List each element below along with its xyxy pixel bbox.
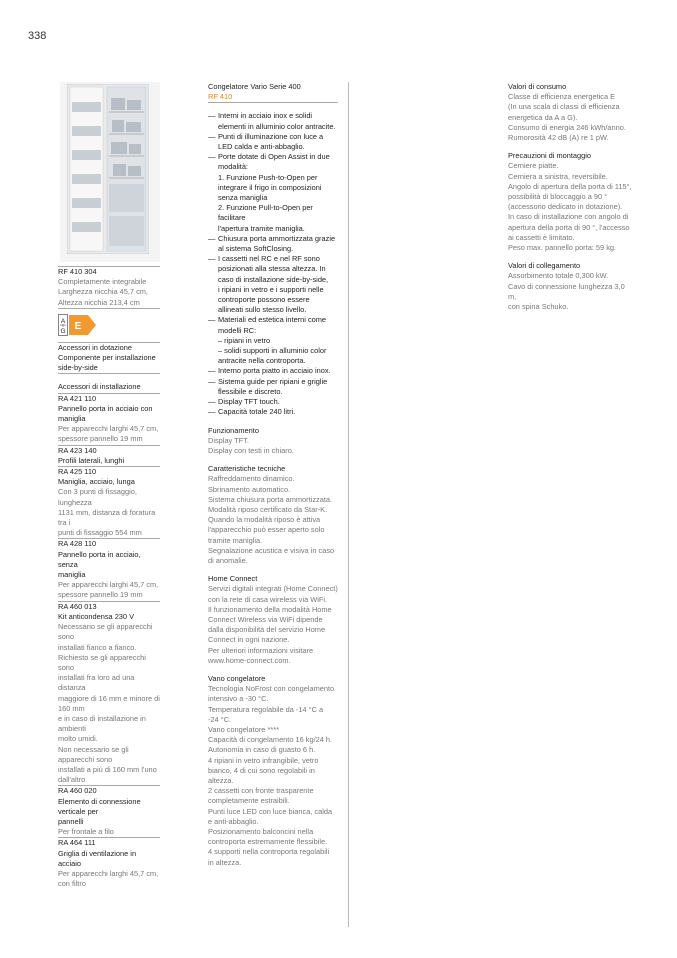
accessory-desc: Necessario se gli apparecchi sono bbox=[58, 622, 153, 642]
section-line: (In una scala di classi di efficienza bbox=[508, 102, 620, 112]
spacer bbox=[208, 666, 338, 674]
feature-line: — Materiali ed estetica interni come bbox=[218, 315, 327, 325]
feature-item bbox=[208, 254, 338, 315]
section-line: bianco, 4 di cui sono regolabili in bbox=[208, 765, 315, 775]
accessory-desc: molto umidi. bbox=[58, 734, 98, 744]
accessory-desc: installati fianco a fianco. bbox=[58, 642, 137, 652]
section-line: Connect Wireless via WiFi dipende bbox=[208, 614, 323, 624]
accessory-desc: e in caso di installazione in ambienti bbox=[58, 713, 146, 734]
section-line: ai cassetti è limitato. bbox=[508, 232, 575, 242]
feature-line: — Interni in acciaio inox e solidi bbox=[218, 111, 313, 121]
feature-line: modelli RC: bbox=[218, 325, 257, 335]
section-line: Raffreddamento dinamico. bbox=[208, 474, 295, 484]
text-line: Componente per installazione bbox=[58, 353, 156, 363]
section-line: -24 °C. bbox=[208, 714, 232, 724]
feature-line: modalità: bbox=[218, 162, 248, 172]
accessory-name: Profili laterali, lunghi bbox=[58, 455, 125, 465]
accessory-desc: installati fra loro ad una distanza bbox=[58, 673, 135, 693]
accessory-name: maniglia bbox=[58, 570, 86, 580]
spec-sections bbox=[208, 418, 338, 868]
section-line: Sbrinamento automatico. bbox=[208, 484, 291, 494]
section-title: Accessori di installazione bbox=[58, 382, 141, 392]
feature-line: posizionati alla stessa altezza. In bbox=[218, 264, 326, 274]
energy-class: E bbox=[74, 320, 82, 332]
feature-line: senza maniglia bbox=[218, 193, 268, 203]
accessory-desc: Con 3 punti di fissaggio, lunghezza bbox=[58, 487, 137, 507]
feature-item bbox=[208, 152, 338, 234]
feature-line: 1. Funzione Push-to-Open per bbox=[218, 172, 318, 182]
accessory-desc: Per apparecchi larghi 45,7 cm, bbox=[58, 868, 159, 878]
accessory-name: Pannello porta in acciaio con maniglia bbox=[58, 403, 153, 424]
feature-item bbox=[208, 132, 338, 152]
feature-line: elementi in alluminio color antracite. bbox=[218, 121, 336, 131]
section-line: Connect in ogni nazione. bbox=[208, 635, 290, 645]
section-line: Sistema chiusura porta ammortizzata. bbox=[208, 494, 333, 504]
feature-line: allineati sullo stesso livello. bbox=[218, 305, 307, 315]
spec-sections bbox=[508, 82, 632, 312]
feature-line: — Sistema guide per ripiani e griglie bbox=[218, 376, 328, 386]
feature-item bbox=[208, 315, 338, 366]
feature-line: — Interno porta piatto in acciaio inox. bbox=[218, 366, 331, 376]
section-line: Display con testi in chiaro. bbox=[208, 445, 294, 455]
page-number: 338 bbox=[28, 30, 47, 42]
feature-line: al sistema SoftClosing. bbox=[218, 244, 294, 254]
accessory-desc: spessore pannello 19 mm bbox=[58, 434, 143, 444]
accessory-name: Kit anticondensa 230 V bbox=[58, 611, 135, 621]
energy-scale-top: A bbox=[60, 317, 66, 325]
accessory-name: pannelli bbox=[58, 816, 84, 826]
feature-line: l'apertura tramite maniglia. bbox=[218, 223, 305, 233]
section-line: con la rete di casa wireless via WiFi. bbox=[208, 594, 328, 604]
section-line: Autonomia in caso di guasto 6 h. bbox=[208, 745, 316, 755]
section-title: Vano congelatore bbox=[208, 673, 266, 683]
feature-line: — Porte dotate di Open Assist in due bbox=[218, 152, 330, 162]
feature-line: — Display TFT touch. bbox=[218, 397, 280, 407]
section-line: (accessorio dedicato in dotazione). bbox=[508, 202, 623, 212]
feature-line: — Punti di illuminazione con luce a bbox=[218, 131, 324, 141]
accessory-desc: spessore pannello 19 mm bbox=[58, 590, 143, 600]
section-line: apertura della porta di 90 °, l'accesso bbox=[508, 222, 630, 232]
section-line: Segnalazione acustica e visiva in caso bbox=[208, 545, 335, 555]
divider bbox=[58, 308, 160, 309]
column-middle bbox=[208, 82, 338, 868]
accessory-name: Pannello porta in acciaio, senza bbox=[58, 549, 141, 569]
section-line: Tecnologia NoFrost con congelamento bbox=[208, 684, 335, 694]
feature-item bbox=[208, 111, 338, 131]
section-line: Punti luce LED con luce bianca, calda bbox=[208, 806, 333, 816]
accessory-code: RA 460 013 bbox=[58, 601, 97, 611]
energy-class-arrow bbox=[69, 315, 96, 335]
section-line: Peso max. pannello porta: 59 kg. bbox=[508, 243, 617, 253]
spacer bbox=[208, 418, 338, 426]
text-line: side-by-side bbox=[58, 363, 98, 373]
feature-item bbox=[208, 234, 338, 254]
accessory-desc: maggiore di 16 mm e minore di 160 mm bbox=[58, 693, 160, 713]
section-line: In caso di installazione con angolo di bbox=[508, 212, 629, 222]
section-line: 4 supporti nella controporta regolabili bbox=[208, 847, 330, 857]
feature-line: — Chiusura porta ammortizzata grazie bbox=[218, 233, 336, 243]
section-line: 2 cassetti con fronte trasparente bbox=[208, 786, 314, 796]
section-line: Per ulteriori informazioni visitare bbox=[208, 645, 314, 655]
section-title: Valori di collegamento bbox=[508, 261, 581, 271]
section-line: Classe di efficienza energetica E bbox=[508, 92, 616, 102]
accessory-desc: Non necessario se gli apparecchi sono bbox=[58, 744, 129, 764]
section-title: Precauzioni di montaggio bbox=[508, 151, 591, 161]
accessory-desc: punti di fissaggio 554 mm bbox=[58, 528, 142, 538]
feature-line: flessibile e discreto. bbox=[218, 386, 283, 396]
accessory-desc: Per apparecchi larghi 45,7 cm, bbox=[58, 580, 159, 590]
feature-item bbox=[208, 377, 338, 397]
spacer bbox=[508, 143, 632, 151]
section-line: Quando la modalità riposo è attiva bbox=[208, 515, 321, 525]
energy-label bbox=[58, 314, 160, 336]
feature-line: — Capacità totale 240 litri. bbox=[218, 407, 296, 417]
energy-label-graphic bbox=[58, 314, 98, 336]
feature-line: i ripiani in vetro e i supporti nelle bbox=[218, 284, 324, 294]
section-line: Cerniera a sinistra, reversibile. bbox=[508, 171, 608, 181]
column-left bbox=[58, 266, 160, 889]
section-line: e anti-abbaglio. bbox=[208, 816, 259, 826]
product-model-highlight: RF 410 bbox=[208, 92, 233, 102]
accessory-list bbox=[58, 393, 160, 890]
accessory-desc: Per frontale a filo bbox=[58, 827, 114, 837]
section-line: Vano congelatore **** bbox=[208, 724, 279, 734]
column-divider bbox=[348, 82, 349, 927]
section-line: intensivo a -30 °C. bbox=[208, 694, 269, 704]
section-line: Il funzionamento della modalità Home bbox=[208, 604, 332, 614]
section-line: Servizi digitali integrati (Home Connect) bbox=[208, 584, 338, 594]
product-model: RF 410 304 bbox=[58, 267, 97, 276]
feature-line: controporte possono essere bbox=[218, 295, 310, 305]
product-spec: Altezza nicchia 213,4 cm bbox=[58, 297, 140, 307]
spacer bbox=[208, 456, 338, 464]
section-line: 4 ripiani in vetro infrangibile, vetro bbox=[208, 755, 319, 765]
section-line: altezza. bbox=[208, 776, 234, 785]
section-line: in altezza. bbox=[208, 857, 242, 867]
feature-line: LED calda e anti-abbaglio. bbox=[218, 142, 305, 152]
column-right bbox=[508, 82, 632, 312]
feature-item bbox=[208, 407, 338, 417]
accessory-code: RA 421 110 bbox=[58, 393, 97, 403]
section-line: tramite maniglia. bbox=[208, 535, 263, 545]
section-line: dalla disponibilità del servizio Home bbox=[208, 625, 326, 635]
accessory-code: RA 428 110 bbox=[58, 539, 97, 549]
section-line: l'apparecchio può esser aperto solo bbox=[208, 525, 325, 535]
section-line: con spina Schuko. bbox=[508, 302, 569, 312]
feature-line: — I cassetti nel RC e nel RF sono bbox=[218, 254, 320, 264]
product-spec: Completamente integrabile bbox=[58, 277, 147, 287]
accessory-name: Maniglia, acciaio, lunga bbox=[58, 477, 135, 487]
section-title: Funzionamento bbox=[208, 425, 259, 435]
feature-line: integrare il frigo in composizioni bbox=[218, 182, 322, 192]
accessory-desc: Per apparecchi larghi 45,7 cm, bbox=[58, 424, 159, 434]
accessory-code: RA 464 111 bbox=[58, 838, 96, 848]
accessory-desc: 1131 mm, distanza di foratura tra i bbox=[58, 507, 156, 528]
spacer bbox=[208, 566, 338, 574]
section-line: controporta estremamente flessibile. bbox=[208, 837, 328, 847]
feature-item bbox=[208, 397, 338, 407]
section-line: Cavo di connessione lunghezza 3,0 m, bbox=[508, 281, 625, 301]
feature-line: antracite nella controporta. bbox=[218, 356, 306, 366]
feature-line: caso di installazione side-by-side, bbox=[218, 274, 329, 284]
section-line: www.home-connect.com. bbox=[208, 655, 291, 665]
feature-item bbox=[208, 366, 338, 376]
product-image bbox=[60, 82, 160, 262]
section-line: Temperatura regolabile da -14 °C a bbox=[208, 704, 324, 714]
section-line: Modalità riposo certificato da Star-K. bbox=[208, 504, 328, 514]
feature-line: – solidi supporti in alluminio color bbox=[218, 346, 327, 356]
section-line: Consumo di energia 246 kWh/anno. bbox=[508, 122, 626, 132]
feature-line: – ripiani in vetro bbox=[218, 335, 271, 345]
section-line: Rumorosità 42 dB (A) re 1 pW. bbox=[508, 133, 609, 143]
section-line: Angolo di apertura della porta di 115°, bbox=[508, 181, 632, 191]
accessory-desc: Richiesto se gli apparecchi sono bbox=[58, 652, 146, 672]
feature-line: 2. Funzione Pull-to-Open per facilitare bbox=[218, 203, 313, 223]
accessory-code: RA 423 140 bbox=[58, 445, 97, 455]
section-title: Accessori in dotazione bbox=[58, 342, 132, 352]
section-line: completamente estraibili. bbox=[208, 796, 290, 806]
product-spec: Larghezza nicchia 45,7 cm, bbox=[58, 287, 148, 297]
feature-list bbox=[208, 111, 338, 417]
accessory-name: Griglia di ventilazione in acciaio bbox=[58, 848, 137, 868]
section-title: Caratteristiche tecniche bbox=[208, 464, 286, 474]
section-line: di anomalie. bbox=[208, 555, 248, 565]
product-title: Congelatore Vario Serie 400 bbox=[208, 82, 301, 91]
section-line: Cerniere piatte. bbox=[508, 161, 559, 171]
energy-scale-bottom: G bbox=[60, 327, 66, 335]
accessory-code: RA 460 020 bbox=[58, 786, 97, 796]
fridge-illustration bbox=[67, 84, 149, 254]
section-line: possibilità di bloccaggio a 90 ° bbox=[508, 192, 608, 202]
accessory-desc: installati a più di 160 mm l'uno dall'altro bbox=[58, 764, 157, 785]
section-line: Assorbimento totale 0,300 kW. bbox=[508, 271, 609, 281]
section-line: energetica da A a G). bbox=[508, 112, 578, 122]
section-title: Home Connect bbox=[208, 574, 258, 584]
section-line: Display TFT. bbox=[208, 435, 249, 445]
section-title: Valori di consumo bbox=[508, 82, 567, 91]
accessory-desc: con filtro bbox=[58, 879, 86, 889]
accessory-code: RA 425 110 bbox=[58, 467, 97, 477]
accessory-name: Elemento di connessione verticale per bbox=[58, 796, 141, 816]
section-line: Capacità di congelamento 16 kg/24 h. bbox=[208, 735, 333, 745]
section-line: Posizionamento balconcini nella bbox=[208, 827, 314, 837]
spacer bbox=[508, 253, 632, 261]
